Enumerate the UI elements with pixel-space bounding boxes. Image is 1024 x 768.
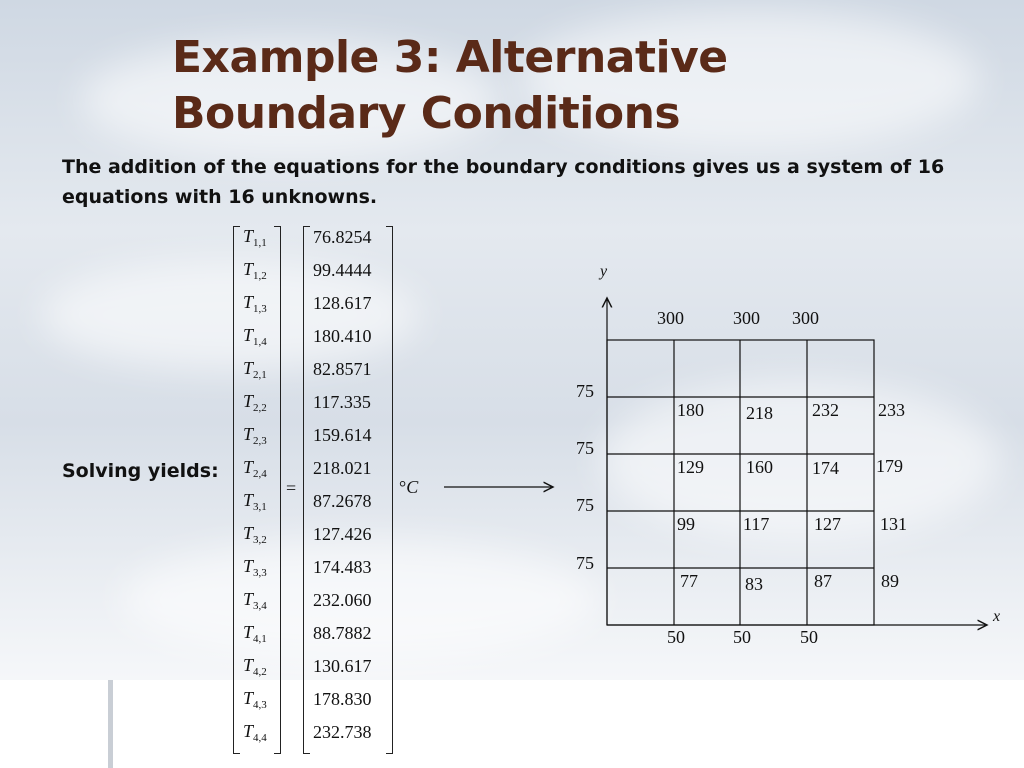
grid-node-value: 83 [745, 574, 763, 594]
grid-node-value: 77 [680, 571, 698, 591]
solution-value: 117.335 [313, 392, 371, 412]
unknown-symbol: T [243, 424, 254, 444]
unknown-symbol: T [243, 457, 254, 477]
unknown-subscript: 2,3 [253, 435, 267, 447]
solution-value: 127.426 [313, 524, 372, 544]
grid-node-value: 99 [677, 514, 695, 534]
slide-title-line2: Boundary Conditions [172, 88, 681, 139]
unknown-symbol: T [243, 358, 254, 378]
grid-node-value: 233 [878, 400, 905, 420]
grid-node-value: 127 [814, 514, 841, 534]
grid-node-value: 218 [746, 403, 773, 423]
unknown-symbol: T [243, 523, 254, 543]
top-boundary-value: 300 [733, 308, 760, 328]
grid-node-value: 232 [812, 400, 839, 420]
unknown-symbol: T [243, 721, 254, 741]
top-boundary-value: 300 [792, 308, 819, 328]
grid-node-value: 179 [876, 456, 903, 476]
solution-value: 232.060 [313, 590, 372, 610]
unknown-symbol: T [243, 622, 254, 642]
unknown-subscript: 3,4 [253, 600, 267, 612]
solution-value: 159.614 [313, 425, 372, 445]
unknown-subscript: 4,1 [253, 633, 267, 645]
solution-value: 130.617 [313, 656, 372, 676]
grid-node-value: 87 [814, 571, 832, 591]
solution-value: 218.021 [313, 458, 372, 478]
unit-degree: ° [399, 477, 407, 497]
left-boundary-value: 75 [576, 438, 594, 458]
solving-label: Solving yields: [62, 460, 219, 482]
solution-value: 128.617 [313, 293, 372, 313]
unknown-symbol: T [243, 490, 254, 510]
top-boundary-value: 300 [657, 308, 684, 328]
unknown-subscript: 4,3 [253, 699, 267, 711]
unknown-subscript: 3,3 [253, 567, 267, 579]
unknown-symbol: T [243, 292, 254, 312]
unknown-symbol: T [243, 556, 254, 576]
solution-value: 87.2678 [313, 491, 372, 511]
x-axis-label: x [993, 608, 1001, 625]
left-boundary-value: 75 [576, 553, 594, 573]
unknown-subscript: 1,1 [253, 237, 267, 249]
grid-node-value: 129 [677, 457, 704, 477]
unknown-subscript: 2,2 [253, 402, 267, 414]
unknown-subscript: 1,4 [253, 336, 267, 348]
unknown-subscript: 4,4 [253, 732, 267, 744]
unknown-symbol: T [243, 391, 254, 411]
unknown-symbol: T [243, 259, 254, 279]
solution-value: 232.738 [313, 722, 372, 742]
solution-value: 178.830 [313, 689, 372, 709]
unknown-symbol: T [243, 688, 254, 708]
equals-sign: = [286, 478, 297, 498]
grid-node-value: 160 [746, 457, 773, 477]
unknown-symbol: T [243, 325, 254, 345]
solution-value: 174.483 [313, 557, 372, 577]
grid-node-value: 180 [677, 400, 704, 420]
intro-text: The addition of the equations for the boundary conditions gives us a system of 16 equations with 16 unknowns. [62, 156, 945, 208]
left-boundary-value: 75 [576, 495, 594, 515]
unknown-subscript: 2,1 [253, 369, 267, 381]
unknown-subscript: 2,4 [253, 468, 267, 480]
y-axis-label: y [600, 263, 608, 280]
solution-value: 88.7882 [313, 623, 372, 643]
unknown-symbol: T [243, 655, 254, 675]
unknown-symbol: T [243, 226, 254, 246]
grid-node-value: 131 [880, 514, 907, 534]
solution-value: 180.410 [313, 326, 372, 346]
unknown-subscript: 3,1 [253, 501, 267, 513]
unknown-symbol: T [243, 589, 254, 609]
left-boundary-value: 75 [576, 381, 594, 401]
grid-node-value: 174 [812, 458, 839, 478]
bottom-boundary-value: 50 [667, 627, 685, 647]
solution-value: 82.8571 [313, 359, 372, 379]
grid-node-value: 89 [881, 571, 899, 591]
bottom-boundary-value: 50 [733, 627, 751, 647]
solution-value: 99.4444 [313, 260, 372, 280]
unknown-subscript: 3,2 [253, 534, 267, 546]
solution-value: 76.8254 [313, 227, 372, 247]
grid-node-value: 117 [743, 514, 770, 534]
slide-title-line1: Example 3: Alternative [172, 32, 728, 83]
unknown-subscript: 1,3 [253, 303, 267, 315]
unknown-subscript: 4,2 [253, 666, 267, 678]
bottom-boundary-value: 50 [800, 627, 818, 647]
unknown-subscript: 1,2 [253, 270, 267, 282]
unit-letter: C [406, 477, 419, 497]
